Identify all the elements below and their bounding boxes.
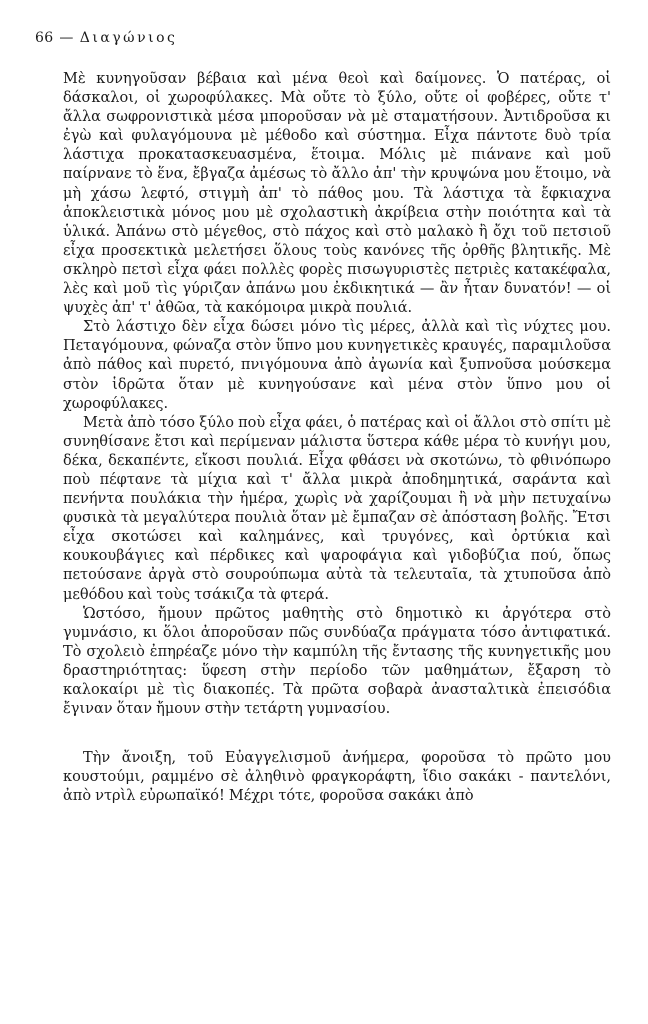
paragraph: Μὲ κυνηγοῦσαν βέβαια καὶ μένα θεοὶ καὶ δαίμονες. Ὁ πατέρας, οἱ δάσκαλοι, οἱ χωροφύλακες. Μὰ οὔτε τὸ ξύλο, οὔτε οἱ φοβέρες, οὔτε τ' ἄλλα σωφρονιστικὰ μέσα μποροῦσαν νὰ μὲ σταματήσουν. Ἀντιδροῦσα κι ἐγὼ καὶ φυλαγόμουνα μὲ μέθοδο καὶ σύστημα. Εἶχα πάντοτε δυὸ τρία λάστιχα προκατασκευασμένα, ἕτοιμα. Μόλις μὲ πιάνανε καὶ μοῦ παίρνανε τὸ ἕνα, ἔβγαζα ἀμέσως τὸ ἄλλο ἀπ' τὴν κρυψώνα μου ἕτοιμο, νὰ μὴ χάσω λεφτό, στιγμὴ ἀπ' τὸ πάθος μου. Τὰ λάστιχα τὰ ἔφκιαχνα ἀποκλειστικὰ μόνος μου μὲ σχολαστικὴ ἀκρίβεια στὴν ποιότητα καὶ τὰ ὑλικά. Ἀπάνω στὸ μέγεθος, στὸ πάχος καὶ στὸ μαλακὸ ἢ ὄχι τοῦ πετσιοῦ εἶχα προσεκτικὰ μελετήσει ὅλους τοὺς κανόνες τῆς ὀρθῆς βλητικῆς. Μὲ σκληρὸ πετσὶ εἶχα φάει πολλὲς φορὲς πισωγυριστὲς πετριὲς κατακέφαλα, λὲς καὶ μοῦ τὶς γύριζαν ἀπάνω μου ἐκδικητικά — ἂν ἦταν δυνατόν! — οἱ ψυχὲς ἀπ' τ' ἀθῶα, τὰ κακόμοιρα μικρὰ πουλιά. (63, 71, 611, 317)
header-separator: — (59, 30, 74, 46)
paragraph: Τὴν ἄνοιξη, τοῦ Εὐαγγελισμοῦ ἀνήμερα, φοροῦσα τὸ πρῶτο μου κουστούμι, ραμμένο σὲ ἀληθινὸ φραγκοράφτη, ἴδιο σακάκι - παντελόνι, ἀπὸ ντρὶλ εὐρωπαϊκό! Μέχρι τότε, φοροῦσα σακάκι ἀπὸ (63, 750, 611, 805)
paragraph: Μετὰ ἀπὸ τόσο ξύλο ποὺ εἶχα φάει, ὁ πατέρας καὶ οἱ ἄλλοι στὸ σπίτι μὲ συνηθίσανε ἔτσι καὶ περίμεναν μάλιστα ὕστερα κάθε μέρα τὸ κυνήγι μου, δέκα, δεκαπέντε, εἴκοσι πουλιά. Εἶχα φθάσει νὰ σκοτώνω, τὸ φθινόπωρο ποὺ πέφτανε τὰ μίχια καὶ τ' ἄλλα μικρὰ ἀποδημητικά, σαράντα καὶ πενήντα πουλάκια τὴν ἡμέρα, χωρὶς νὰ χαρίζουμαι ἢ νὰ μὴν πετυχαίνω φυσικὰ τὰ μεγαλύτερα πουλιὰ ὅταν μὲ ἔμπαζαν σὲ ἀπόσταση βολῆς. Ἔτσι εἶχα σκοτώσει καὶ καλημάνες, καὶ τρυγόνες, καὶ ὀρτύκια καὶ κουκουβάγιες καὶ πέρδικες καὶ ψαροφάγια καὶ γιδοβύζια πού, ὅπως πετούσανε ἀργὰ στὸ σουρούπωμα αὐτὰ τὰ τελευταῖα, τὰ χτυποῦσα ἀπὸ μεθόδου καὶ τοὺς τσάκιζα τὰ φτερά. (63, 414, 611, 603)
page-number: 66 (35, 30, 54, 46)
paragraph: Στὸ λάστιχο δὲν εἶχα δώσει μόνο τὶς μέρες, ἀλλὰ καὶ τὶς νύχτες μου. Πεταγόμουνα, φώναζα στὸν ὕπνο μου κυνηγετικὲς κραυγές, παραμιλοῦσα ἀπὸ πάθος καὶ πυρετό, πνιγόμουνα ἀπὸ ἀγωνία καὶ ξυπνοῦσα μούσκεμα στὸν ἱδρῶτα ὅταν μὲ κυνηγούσανε καὶ μένα στὸν ὕπνο μου οἱ χωροφύλακες. (63, 319, 611, 412)
body-text (63, 70, 611, 806)
running-header (35, 30, 177, 46)
paragraph: Ὡστόσο, ἤμουν πρῶτος μαθητὴς στὸ δημοτικὸ κι ἀργότερα στὸ γυμνάσιο, κι ὅλοι ἀποροῦσαν πῶς συνδύαζα πράγματα τόσο ἀντιφατικά. Τὸ σχολειὸ ἐπηρέαζε μόνο τὴν καμπύλη τῆς ἔντασης τῆς κυνηγετικῆς μου δραστηριότητας: ὕφεση στὴν περίοδο τῶν μαθημάτων, ἔξαρση τὸ καλοκαίρι μὲ τὶς διακοπές. Τὰ πρῶτα σοβαρὰ ἀνασταλτικὰ ἐπεισόδια ἔγιναν ὅταν ἤμουν στὴν τετάρτη γυμνασίου. (63, 605, 611, 718)
running-title: Διαγώνιος (79, 30, 178, 46)
